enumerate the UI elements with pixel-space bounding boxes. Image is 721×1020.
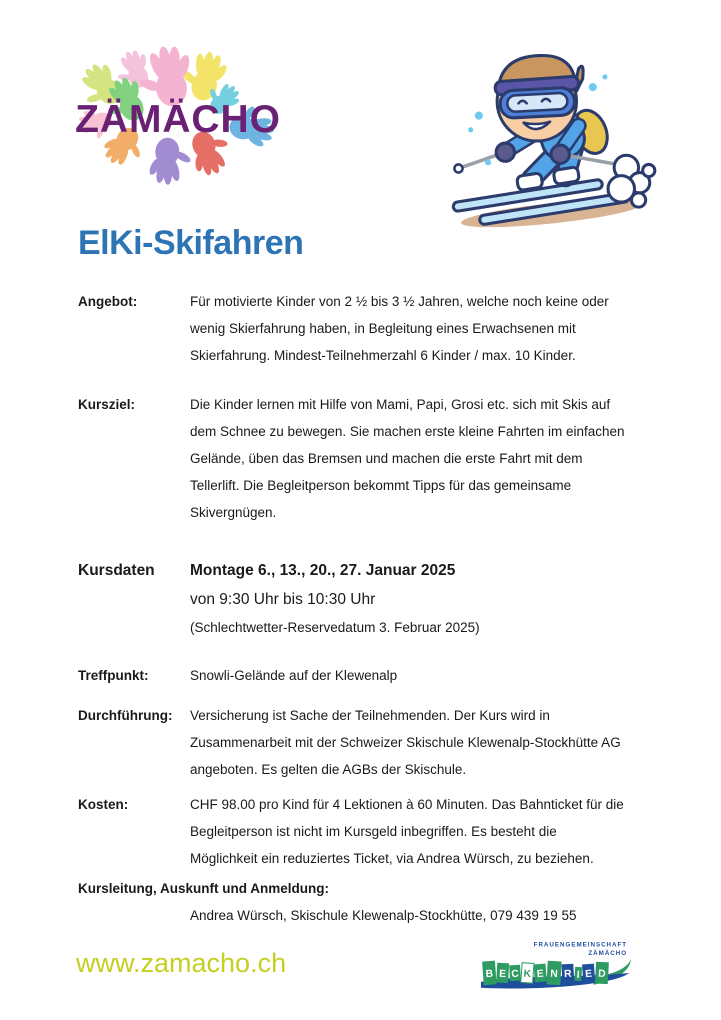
text-line: Zusammenarbeit mit der Schweizer Skischule Klewenalp-Stockhütte AG: [190, 735, 621, 750]
section-durchfuehrung: [78, 702, 663, 783]
text-line: Versicherung ist Sache der Teilnehmenden. Der Kurs wird in: [190, 708, 550, 723]
svg-text:B: B: [485, 968, 494, 981]
contact-block: [78, 876, 663, 929]
text-line: Gelände, üben das Bremsen und machen die erste Fahrt mit dem: [190, 451, 583, 466]
section-label: Kosten:: [78, 797, 129, 812]
text-line: Skierfahrung. Mindest-Teilnehmerzahl 6 Kinder / max. 10 Kinder.: [190, 348, 576, 363]
svg-text:I: I: [576, 969, 580, 981]
section-label: Durchführung:: [78, 708, 173, 723]
section-kosten: [78, 791, 663, 872]
section-text: [190, 288, 662, 369]
section-kursdaten: [78, 556, 663, 641]
svg-text:N: N: [549, 968, 558, 981]
section-text: [190, 391, 662, 526]
zamacho-logo-text: ZÄMÄCHO: [75, 98, 281, 142]
text-line: Für motivierte Kinder von 2 ½ bis 3 ½ Jahren, welche noch keine oder: [190, 294, 609, 309]
section-treffpunkt: [78, 662, 663, 689]
svg-text:R: R: [563, 968, 572, 981]
svg-text:D: D: [597, 968, 606, 981]
svg-text:E: E: [536, 968, 545, 981]
section-label: Treffpunkt:: [78, 668, 149, 683]
snow-puff: [608, 155, 655, 207]
svg-text:K: K: [523, 968, 532, 981]
section-text: [190, 791, 662, 872]
content: [78, 288, 663, 929]
section-angebot: [78, 288, 663, 369]
section-text: [190, 702, 662, 783]
section-kursziel: [78, 391, 663, 526]
text-line: Möglichkeit ein reduziertes Ticket, via Andrea Würsch, zu beziehen.: [190, 851, 594, 866]
text-line: Snowli-Gelände auf der Klewenalp: [190, 668, 398, 683]
contact-line: Andrea Würsch, Skischule Klewenalp-Stockhütte, 079 439 19 55: [190, 908, 577, 923]
section-label: Angebot:: [78, 294, 138, 309]
zamacho-handprints-logo: [64, 38, 292, 190]
section-text: [190, 556, 662, 641]
text-line: CHF 98.00 pro Kind für 4 Lektionen à 60 Minuten. Das Bahnticket für die: [190, 797, 624, 812]
text-line: Tellerlift. Die Begleitperson bekommt Tipps für das gemeinsame: [190, 478, 572, 493]
course-time: von 9:30 Uhr bis 10:30 Uhr: [190, 591, 376, 608]
org-name-line2: ZÄMÄCHO: [588, 950, 628, 958]
section-label: Kursdaten: [78, 562, 155, 579]
svg-text:E: E: [498, 968, 507, 981]
reserve-date: (Schlechtwetter-Reservedatum 3. Februar 2025): [190, 620, 480, 635]
frauengemeinschaft-beckenried-logo: [477, 936, 635, 1000]
website-url: www.zamacho.ch: [76, 948, 287, 978]
contact-heading: Kursleitung, Auskunft und Anmeldung:: [78, 881, 329, 896]
skier-illustration: [430, 36, 664, 244]
section-text: [190, 662, 662, 689]
text-line: Begleitperson ist nicht im Kursgeld inbegriffen. Es besteht die: [190, 824, 557, 839]
text-line: Skivergnügen.: [190, 505, 277, 520]
text-line: wenig Skierfahrung haben, in Begleitung eines Erwachsenen mit: [190, 321, 576, 336]
org-name-line1: FRAUENGEMEINSCHAFT: [533, 941, 628, 949]
text-line: dem Schnee zu bewegen. Sie machen erste kleine Fahrten im einfachen: [190, 424, 625, 439]
page-title: ElKi-Skifahren: [78, 224, 304, 262]
text-line: Die Kinder lernen mit Hilfe von Mami, Papi, Grosi etc. sich mit Skis auf: [190, 397, 611, 412]
section-label: Kursziel:: [78, 397, 136, 412]
course-dates: Montage 6., 13., 20., 27. Januar 2025: [190, 562, 456, 579]
text-line: angeboten. Es gelten die AGBs der Skischule.: [190, 762, 467, 777]
svg-text:C: C: [511, 968, 520, 981]
svg-text:E: E: [584, 968, 593, 981]
